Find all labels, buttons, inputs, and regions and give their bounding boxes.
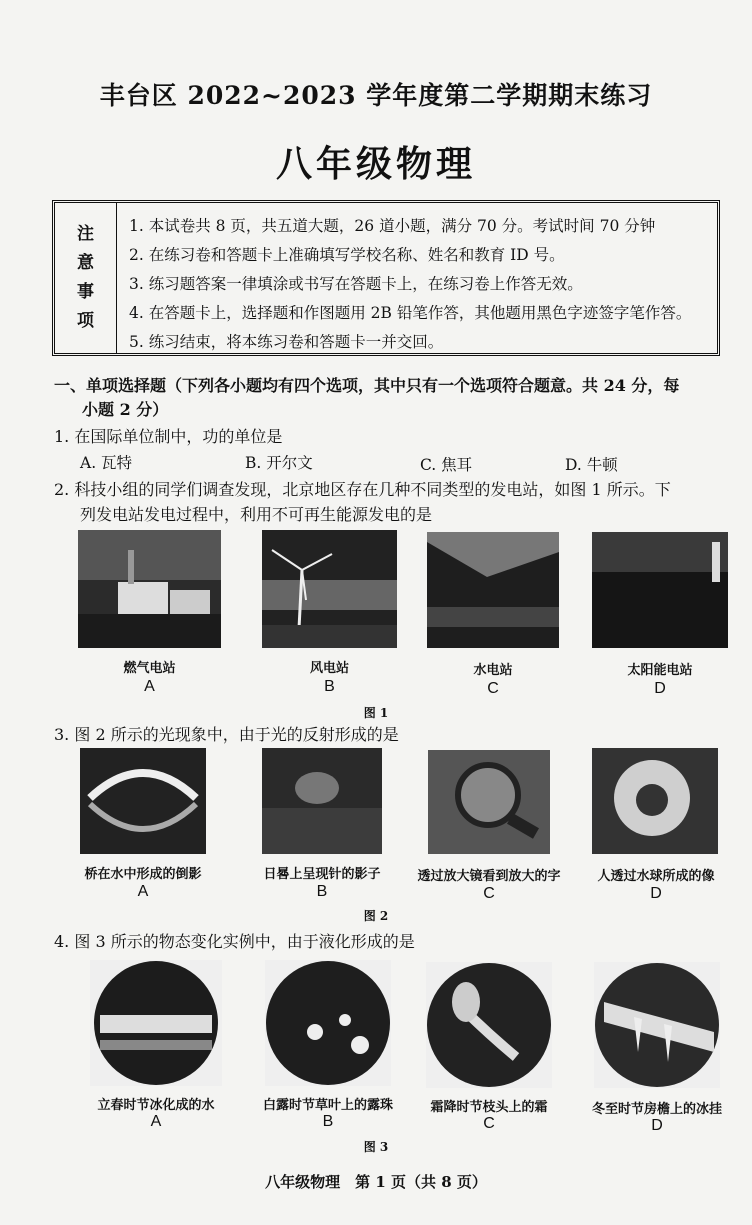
q3-caption-c: 透过放大镜看到放大的字 bbox=[417, 869, 561, 884]
notice-item: 4. 在答题卡上，选择题和作图题用 2B 铅笔作答，其他题用黑色字迹签字笔作答。 bbox=[129, 304, 692, 322]
page-title: 八年级物理 bbox=[275, 143, 476, 185]
q3-letter-c: C bbox=[483, 885, 495, 902]
sundial-shadow-photo bbox=[262, 748, 382, 854]
q2-letter-a: A bbox=[144, 678, 155, 695]
q1-option-c: C. 焦耳 bbox=[420, 456, 473, 474]
section-heading: 一、单项选择题（下列各小题均有四个选项，其中只有一个选项符合题意。共 24 分，每 bbox=[54, 376, 680, 395]
q1-option-a: A. 瓦特 bbox=[80, 454, 133, 472]
q2-caption-d: 太阳能电站 bbox=[627, 663, 693, 678]
q1-option-b: B. 开尔文 bbox=[245, 454, 313, 472]
question-2-stem: 2. 科技小组的同学们调查发现，北京地区存在几种不同类型的发电站，如图 1 所示。下 bbox=[54, 480, 671, 499]
question-4-stem: 4. 图 3 所示的物态变化实例中，由于液化形成的是 bbox=[54, 932, 415, 951]
page-footer: 八年级物理 第 1 页（共 8 页） bbox=[265, 1173, 487, 1191]
q4-caption-a: 立春时节冰化成的水 bbox=[97, 1098, 215, 1113]
dew-drops-image bbox=[265, 960, 391, 1086]
notice-label-char: 注 bbox=[77, 224, 94, 244]
q2-caption-b: 风电站 bbox=[309, 661, 349, 676]
figure-1-label: 图 1 bbox=[363, 706, 389, 720]
notice-item: 3. 练习题答案一律填涂或书写在答题卡上，在练习卷上作答无效。 bbox=[129, 275, 583, 293]
q2-letter-c: C bbox=[487, 680, 499, 697]
q3-caption-b: 日晷上呈现针的影子 bbox=[263, 867, 381, 882]
sundial-shadow-image bbox=[262, 748, 382, 854]
icicle-photo bbox=[594, 962, 720, 1088]
exam-header: 丰台区 2022~2023 学年度第二学期期末练习 bbox=[99, 81, 653, 110]
wind-power-station-image bbox=[262, 530, 397, 648]
q4-caption-d: 冬至时节房檐上的冰挂 bbox=[591, 1102, 722, 1117]
solar-power-station-image bbox=[592, 532, 728, 648]
magnifier-text-image bbox=[428, 750, 550, 854]
notice-item: 5. 练习结束，将本练习卷和答题卡一并交回。 bbox=[129, 333, 444, 351]
ice-melting-photo bbox=[90, 960, 222, 1086]
q4-letter-b: B bbox=[322, 1113, 334, 1130]
notice-label bbox=[55, 203, 117, 353]
question-2-stem-cont: 列发电站发电过程中，利用不可再生能源发电的是 bbox=[80, 505, 433, 524]
q3-letter-a: A bbox=[137, 883, 149, 900]
bridge-reflection-photo bbox=[80, 748, 206, 854]
q3-letter-b: B bbox=[316, 883, 328, 900]
question-1-stem: 1. 在国际单位制中，功的单位是 bbox=[54, 427, 283, 446]
q4-caption-b: 白露时节草叶上的露珠 bbox=[262, 1098, 393, 1113]
wind-power-station-photo bbox=[262, 530, 397, 648]
question-3-stem: 3. 图 2 所示的光现象中，由于光的反射形成的是 bbox=[54, 725, 399, 744]
q2-letter-d: D bbox=[654, 680, 666, 697]
notice-label-char: 意 bbox=[77, 253, 94, 273]
q4-letter-d: D bbox=[651, 1117, 663, 1134]
solar-power-station-photo bbox=[592, 532, 728, 648]
q3-letter-d: D bbox=[650, 885, 662, 902]
magnifier-text-photo bbox=[428, 750, 550, 854]
q3-caption-a: 桥在水中形成的倒影 bbox=[84, 867, 202, 882]
q2-caption-c: 水电站 bbox=[473, 663, 513, 678]
hydro-power-station-photo bbox=[427, 532, 559, 648]
hydro-power-station-image bbox=[427, 532, 559, 648]
q2-caption-a: 燃气电站 bbox=[123, 661, 176, 676]
notice-label-char: 事 bbox=[77, 282, 94, 302]
dew-drops-photo bbox=[265, 960, 391, 1086]
notice-item: 2. 在练习卷和答题卡上准确填写学校名称、姓名和教育 ID 号。 bbox=[129, 246, 565, 264]
gas-power-station-image bbox=[78, 530, 221, 648]
q3-caption-d: 人透过水球所成的像 bbox=[597, 869, 715, 884]
water-ball-image bbox=[592, 748, 718, 854]
q2-letter-b: B bbox=[324, 678, 335, 695]
gas-power-station-photo bbox=[78, 530, 221, 648]
q4-letter-a: A bbox=[150, 1113, 162, 1130]
q4-caption-c: 霜降时节枝头上的霜 bbox=[430, 1100, 548, 1115]
notice-label-char: 项 bbox=[77, 311, 94, 331]
bridge-reflection-image bbox=[80, 748, 206, 854]
icicle-image bbox=[594, 962, 720, 1088]
q4-letter-c: C bbox=[483, 1115, 495, 1132]
q1-option-d: D. 牛顿 bbox=[565, 456, 618, 474]
frost-branch-photo bbox=[426, 962, 552, 1088]
figure-3-label: 图 3 bbox=[363, 1140, 389, 1154]
notice-box bbox=[52, 200, 720, 356]
notice-item: 1. 本试卷共 8 页，共五道大题，26 道小题，满分 70 分。考试时间 70 分钟 bbox=[129, 217, 656, 235]
notice-list bbox=[129, 212, 713, 357]
water-ball-image-photo bbox=[592, 748, 718, 854]
ice-melting-image bbox=[90, 960, 222, 1086]
section-heading-cont: 小题 2 分） bbox=[82, 400, 169, 419]
figure-2-label: 图 2 bbox=[363, 909, 389, 923]
frost-branch-image bbox=[426, 962, 552, 1088]
